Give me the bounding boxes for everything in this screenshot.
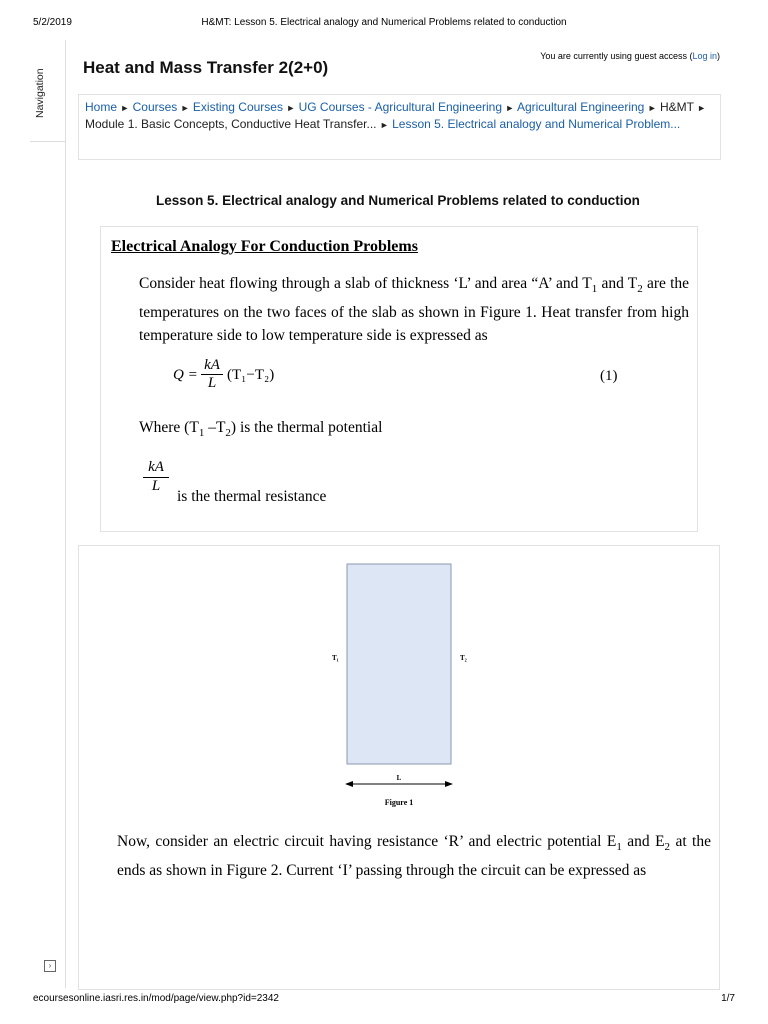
- heat-equation: [173, 357, 633, 397]
- dock-block-icon[interactable]: ›: [44, 960, 56, 972]
- breadcrumb-separator: ►: [379, 120, 389, 130]
- thermal-potential-text: Where ($T_1$ $-T_2$) is the thermal potential: [139, 419, 383, 440]
- figure-section: [78, 545, 720, 990]
- dimension-arrow-right: [445, 781, 453, 787]
- breadcrumb-item[interactable]: Existing Courses: [192, 100, 283, 114]
- breadcrumb-separator: ►: [647, 103, 657, 113]
- course-title: Heat and Mass Transfer 2(2+0): [83, 58, 329, 77]
- equation-number: (1): [600, 368, 618, 384]
- breadcrumb-item[interactable]: Courses: [132, 100, 178, 114]
- breadcrumb-item[interactable]: Lesson 5. Electrical analogy and Numerical Problem...: [392, 117, 681, 131]
- breadcrumb-separator: ►: [286, 103, 296, 113]
- print-title: H&MT: Lesson 5. Electrical analogy and Numerical Problems related to conduction: [201, 17, 567, 28]
- breadcrumb-item[interactable]: UG Courses - Agricultural Engineering: [298, 100, 503, 114]
- navigation-rail: [30, 40, 66, 988]
- lesson-heading: Lesson 5. Electrical analogy and Numerical Problems related to conduction: [156, 193, 640, 208]
- equation-fraction: $\frac{kA}{L}$: [201, 357, 223, 393]
- breadcrumb: [78, 94, 721, 160]
- slab-rectangle: [347, 564, 451, 764]
- dimension-arrow-left: [345, 781, 353, 787]
- page-count: 1/7: [721, 993, 735, 1004]
- section-subheading: Electrical Analogy For Conduction Problems: [111, 238, 418, 255]
- equation-rhs: (T₁−T₂): [227, 367, 275, 383]
- print-header: [33, 17, 735, 31]
- page-url: ecoursesonline.iasri.res.in/mod/page/view.php?id=2342: [33, 993, 279, 1004]
- thermal-resistance-text: is the thermal resistance: [177, 488, 327, 505]
- print-footer: [33, 993, 735, 1007]
- breadcrumb-item: Module 1. Basic Concepts, Conductive Heat Transfer...: [85, 117, 377, 131]
- t2-label: T₂: [460, 654, 467, 662]
- dimension-label: L: [396, 774, 402, 782]
- t1-label: T₁: [332, 654, 339, 662]
- breadcrumb-separator: ►: [120, 103, 130, 113]
- equation-lhs: Q =: [173, 367, 198, 383]
- print-date: 5/2/2019: [33, 17, 72, 28]
- breadcrumb-item[interactable]: Home: [85, 100, 118, 114]
- login-link[interactable]: Log in: [692, 51, 717, 61]
- breadcrumb-separator: ►: [180, 103, 190, 113]
- breadcrumb-item[interactable]: Agricultural Engineering: [516, 100, 645, 114]
- breadcrumb-separator: ►: [697, 103, 707, 113]
- intro-paragraph: Consider heat flowing through a slab of thickness ‘L’ and area “A’ and $T_1$ and $T_2$ are the temperatures on the two faces of the slab as shown in Figure 1. Heat transfer from high temperature side to low temperature side is expressed as: [139, 275, 690, 345]
- figure-caption: Figure 1: [384, 798, 414, 807]
- navigation-toggle[interactable]: [30, 40, 66, 142]
- guest-access-notice: You are currently using guest access (Log in): [540, 51, 720, 61]
- analogy-section: [100, 226, 698, 532]
- breadcrumb-item: H&MT: [659, 100, 694, 114]
- navigation-label: Navigation: [34, 68, 46, 118]
- figure-1-diagram: [79, 546, 719, 826]
- resistance-fraction: $\frac{kA}{L}$: [143, 459, 169, 497]
- circuit-paragraph: Now, consider an electric circuit having resistance ‘R’ and electric potential $E_1$ and $E_2$ at the ends as shown in Figure 2. Current ‘I’ passing through the circuit can be expressed as: [117, 833, 711, 880]
- breadcrumb-separator: ►: [505, 103, 515, 113]
